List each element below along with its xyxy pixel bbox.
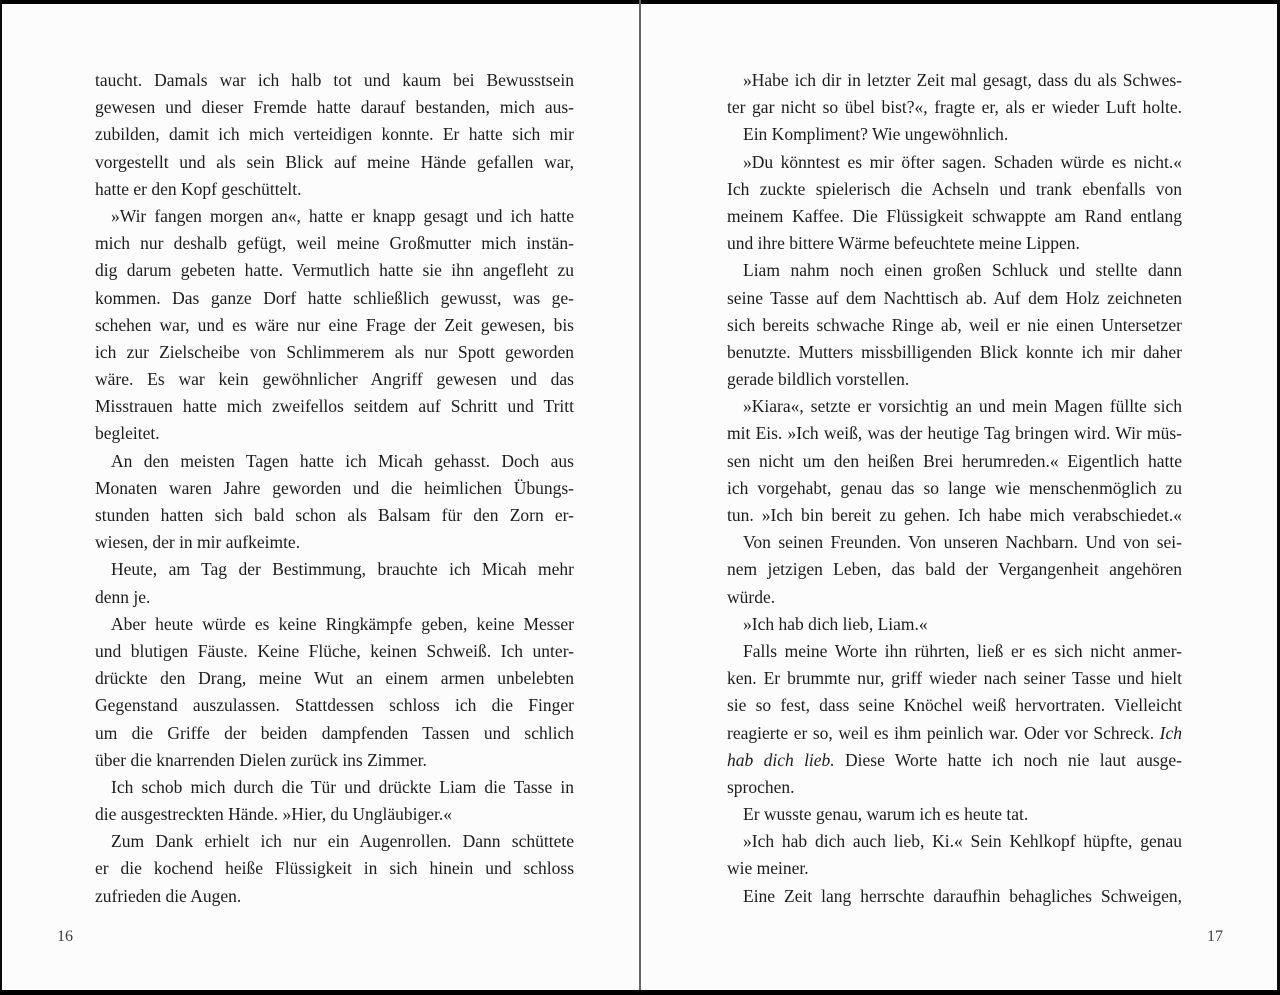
text-line: Ich schob mich durch die Tür und drückte Liam die Tasse in (111, 776, 574, 797)
text-line: Er wusste genau, warum ich es heute tat. (743, 804, 1029, 825)
text-line: gewesen und dieser Fremde hatte darauf bestanden, mich aus- (95, 97, 574, 118)
text-line: »Ich hab dich lieb, Liam.« (743, 613, 928, 634)
page-number: 17 (1207, 928, 1223, 945)
text-line: hatte er den Kopf geschüttelt. (95, 178, 302, 199)
text-line: Misstrauen hatte mich zweifellos seitdem auf Schritt und Tritt (95, 396, 574, 417)
text-line: »Ich hab dich auch lieb, Ki.« Sein Kehlkopf hüpfte, genau (743, 831, 1182, 852)
text-line: über die knarrenden Dielen zurück ins Zimmer. (95, 749, 427, 770)
text-line: stunden hatten sich bald schon als Balsam für den Zorn er- (95, 505, 574, 525)
text-line: drückte den Drang, meine Wut an einem armen unbelebten (95, 668, 574, 689)
text-line: meinem Kaffee. Die Flüssigkeit schwappte am Rand entlang (727, 205, 1182, 226)
text-line: tun. »Ich bin bereit zu gehen. Ich habe mich verabschiedet.« (727, 505, 1182, 525)
text-line: Falls meine Worte ihn rührten, ließ er es sich nicht anmer- (743, 640, 1182, 661)
text-line: sen nicht um den heißen Brei herumreden.« Eigentlich hatte (727, 450, 1182, 471)
text-line: gerade bildlich vorstellen. (727, 369, 910, 390)
text-line: Ein Kompliment? Wie ungewöhnlich. (743, 124, 1009, 145)
text-line: Aber heute würde es keine Ringkämpfe geben, keine Messer (111, 613, 574, 634)
text-line: ken. Er brummte nur, griff wieder nach seiner Tasse und hielt (727, 668, 1182, 689)
text-line: wäre. Es war kein gewöhnlicher Angriff gewesen und das (95, 369, 574, 390)
text-line: benutzte. Mutters missbilligenden Blick konnte ich mir daher (727, 341, 1182, 362)
page-text-left (95, 67, 574, 910)
text-line: denn je. (95, 586, 151, 607)
text-line: Heute, am Tag der Bestimmung, brauchte ich Micah mehr (111, 559, 574, 580)
text-line: Liam nahm noch einen großen Schluck und stellte dann (743, 260, 1182, 281)
text-line: hab dich lieb. Diese Worte hatte ich noch nie laut ausge- (727, 749, 1182, 770)
text-line: An den meisten Tagen hatte ich Micah gehasst. Doch aus (111, 450, 574, 471)
text-line: »Du könntest es mir öfter sagen. Schaden würde es nicht.« (743, 151, 1182, 172)
text-line: um die Griffe der beiden dampfenden Tassen und schlich (95, 722, 574, 743)
text-line: mich nur deshalb gefügt, weil meine Großmutter mich instän- (95, 233, 574, 254)
text-line: Zum Dank erhielt ich nur ein Augenrollen. Dann schüttete (111, 831, 574, 852)
text-line: kommen. Das ganze Dorf hatte schließlich gewusst, was ge- (95, 287, 574, 308)
page-number: 16 (57, 928, 73, 945)
text-line: sich bereits schwache Ringe ab, weil er nie einen Untersetzer (727, 314, 1182, 335)
text-line: ich vorgehabt, genau das so lange wie menschenmöglich zu (727, 477, 1182, 498)
text-line: wie meiner. (727, 858, 809, 879)
text-line: »Wir fangen morgen an«, hatte er knapp gesagt und ich hatte (111, 205, 574, 226)
text-line: mit Eis. »Ich weiß, was der heutige Tag bringen wird. Wir müs- (727, 423, 1182, 444)
text-line: sie so fest, dass seine Knöchel weiß hervortraten. Vielleicht (727, 695, 1182, 716)
page-right (641, 0, 1280, 995)
text-line: Monaten waren Jahre geworden und die heimlichen Übungs- (95, 477, 574, 498)
text-line: nem jetzigen Leben, das bald der Vergangenheit angehören (727, 559, 1182, 580)
text-line: sprochen. (727, 776, 795, 797)
text-line: und blutigen Fäuste. Keine Flüche, keinen Schweiß. Ich unter- (95, 640, 574, 661)
text-line: vorgestellt und als sein Blick auf meine Hände gefallen war, (95, 151, 574, 172)
text-line: dig darum gebeten hatte. Vermutlich hatte sie ihn angefleht zu (95, 260, 574, 281)
bottom-bar (0, 990, 1280, 995)
text-line: Eine Zeit lang herrschte daraufhin behagliches Schweigen, (743, 885, 1182, 906)
text-line: begleitet. (95, 423, 160, 444)
text-line: taucht. Damals war ich halb tot und kaum bei Bewusstsein (95, 70, 574, 90)
text-line: »Habe ich dir in letzter Zeit mal gesagt, dass du als Schwes- (743, 70, 1182, 90)
text-line: er die kochend heiße Flüssigkeit in sich hinein und schloss (95, 858, 574, 879)
text-line: Gegenstand auszulassen. Stattdessen schloss ich die Finger (95, 695, 574, 716)
text-line: schehen war, und es wäre nur eine Frage der Zeit gewesen, bis (95, 314, 574, 335)
text-line: Ich zuckte spielerisch die Achseln und trank ebenfalls von (727, 178, 1182, 199)
text-line: die ausgestreckten Hände. »Hier, du Ungläubiger.« (95, 804, 452, 825)
page-text-right (727, 67, 1182, 910)
text-line: zufrieden die Augen. (95, 885, 242, 906)
text-line: reagierte er so, weil es ihm peinlich war. Oder vor Schreck. Ich (727, 722, 1182, 743)
text-line: würde. (727, 586, 776, 607)
page-left (0, 0, 639, 995)
text-line: ter gar nicht so übel bist?«, fragte er, als er wieder Luft holte. (727, 97, 1182, 118)
text-line: ich zur Zielscheibe von Schlimmerem als nur Spott geworden (95, 341, 574, 362)
text-line: zubilden, damit ich mich verteidigen konnte. Er hatte sich mir (95, 124, 574, 145)
text-line: Von seinen Freunden. Von unseren Nachbarn. Und von sei- (743, 532, 1182, 553)
text-line: wiesen, der in mir aufkeimte. (95, 532, 301, 553)
text-line: und ihre bittere Wärme befeuchtete meine Lippen. (727, 233, 1080, 254)
text-line: »Kiara«, setzte er vorsichtig an und mein Magen füllte sich (743, 396, 1182, 417)
text-line: seine Tasse auf dem Nachttisch ab. Auf dem Holz zeichneten (727, 287, 1182, 308)
